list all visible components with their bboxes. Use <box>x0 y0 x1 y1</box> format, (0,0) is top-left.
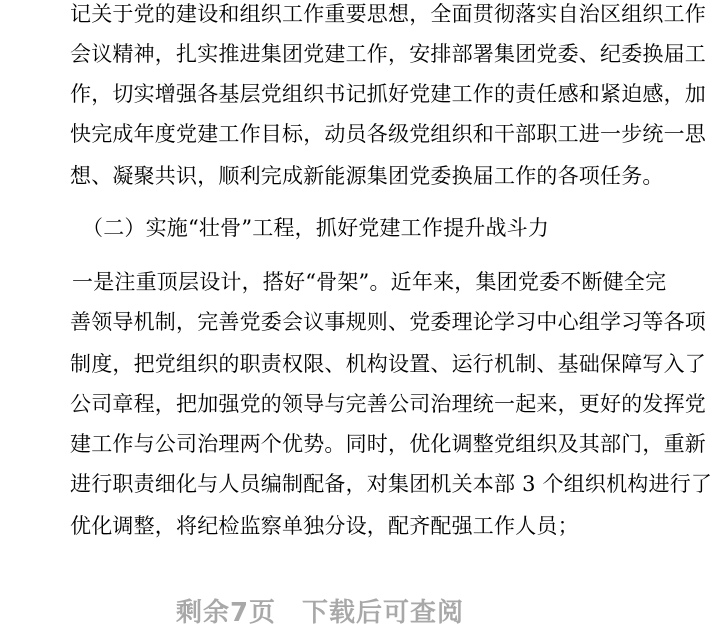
paragraph-line: 进行职责细化与人员编制配备，对集团机关本部 3 个组织机构进行了 <box>70 472 712 496</box>
paragraph-line: 善领导机制，完善党委会议事规则、党委理论学习中心组学习等各项 <box>70 310 706 334</box>
paragraph-line: 想、凝聚共识，顺利完成新能源集团党委换届工作的各项任务。 <box>70 164 664 188</box>
paragraph-line: 一是注重顶层设计，搭好“骨架”。近年来，集团党委不断健全完 <box>72 270 667 294</box>
section-subheading: （二）实施“壮骨”工程，抓好党建工作提升战斗力 <box>82 216 550 240</box>
paragraph-line: 建工作与公司治理两个优势。同时，优化调整党组织及其部门，重新 <box>70 432 706 456</box>
paragraph-line: 作，切实增强各基层党组织书记抓好党建工作的责任感和紧迫感，加 <box>70 82 706 106</box>
remaining-pages-text[interactable]: 剩余7页 <box>175 597 277 628</box>
download-prompt[interactable] <box>0 580 640 640</box>
paragraph-line: 记关于党的建设和组织工作重要思想，全面贯彻落实自治区组织工作 <box>70 2 706 26</box>
paragraph-line: 快完成年度党建工作目标，动员各级党组织和干部职工进一步统一思 <box>70 122 706 146</box>
paragraph-line: 制度，把党组织的职责权限、机构设置、运行机制、基础保障写入了 <box>70 352 706 376</box>
paragraph-line: 会议精神，扎实推进集团党建工作，安排部署集团党委、纪委换届工 <box>70 42 706 66</box>
paragraph-line: 优化调整，将纪检监察单独分设，配齐配强工作人员； <box>70 514 579 538</box>
paragraph-line: 公司章程，把加强党的领导与完善公司治理统一起来，更好的发挥党 <box>70 392 706 416</box>
download-to-view-text[interactable]: 下载后可查阅 <box>302 597 465 628</box>
